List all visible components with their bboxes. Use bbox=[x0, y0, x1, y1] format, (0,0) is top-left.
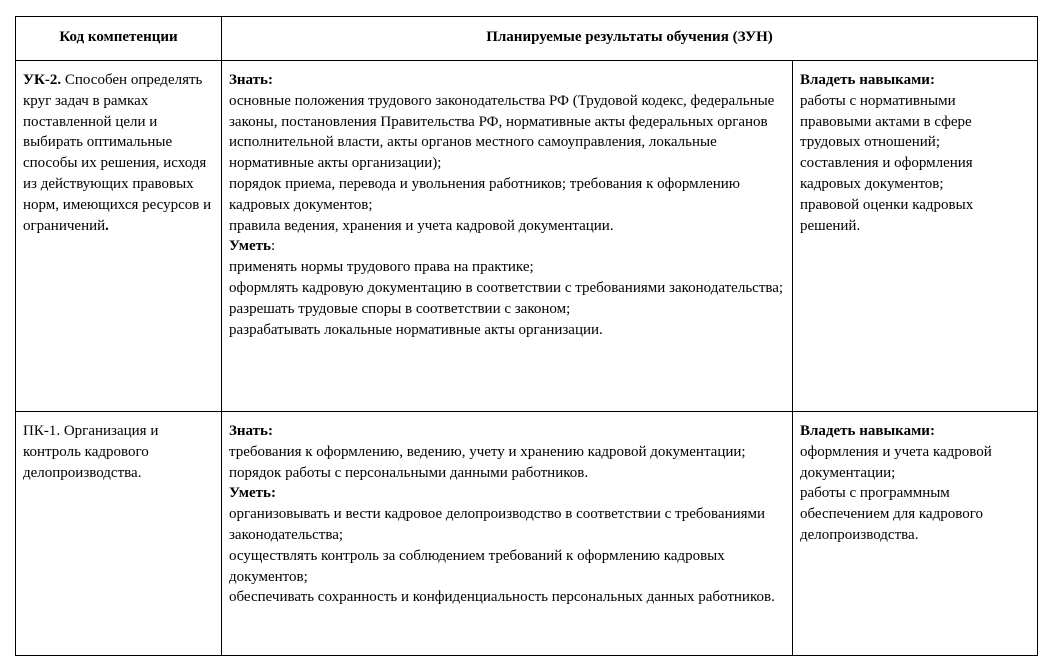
know-heading: Знать: bbox=[229, 72, 273, 88]
table-row bbox=[16, 412, 1038, 656]
know-item: требования к оформлению, ведению, учету и хранению кадровой документации; bbox=[229, 443, 746, 460]
can-item: осуществлять контроль за соблюдением требований к оформлению кадровых документов; bbox=[229, 547, 725, 585]
knowledge-cell bbox=[222, 61, 793, 412]
competence-text: Организация и контроль кадрового делопроизводства. bbox=[23, 423, 159, 481]
can-item: применять нормы трудового права на практике; bbox=[229, 259, 534, 276]
can-heading: Уметь bbox=[229, 238, 271, 255]
skill-item: составления и оформления кадровых документов; bbox=[800, 155, 973, 192]
skills-cell bbox=[793, 412, 1038, 656]
skill-item: правовой оценки кадровых решений. bbox=[800, 196, 974, 234]
know-item: порядок работы с персональными данными работников. bbox=[229, 464, 589, 481]
table-header-row bbox=[16, 17, 1038, 61]
competence-table bbox=[15, 16, 1038, 656]
can-item: оформлять кадровую документацию в соответствии с требованиями законодательства; bbox=[229, 279, 784, 296]
can-item: организовывать и вести кадровое делопроизводство в соответствии с требованиями законодательства; bbox=[229, 506, 766, 543]
can-item: разрешать трудовые споры в соответствии с законом; bbox=[229, 300, 571, 317]
can-heading-colon: : bbox=[270, 238, 276, 255]
know-item: порядок приема, перевода и увольнения работников; требования к оформлению кадровых документов; bbox=[229, 175, 740, 213]
can-heading-line bbox=[229, 236, 785, 257]
header-results: Планируемые результаты обучения (ЗУН) bbox=[222, 17, 1038, 61]
can-item: обеспечивать сохранность и конфиденциальность персональных данных работников. bbox=[229, 589, 775, 606]
can-item: разрабатывать локальные нормативные акты организации. bbox=[229, 321, 603, 338]
knowledge-cell bbox=[222, 412, 793, 656]
skill-heading: Владеть навыками: bbox=[800, 72, 935, 88]
competence-text-end: . bbox=[105, 217, 109, 234]
competence-description bbox=[23, 421, 214, 483]
skill-heading: Владеть навыками: bbox=[800, 423, 935, 439]
know-item: правила ведения, хранения и учета кадровой документации. bbox=[229, 217, 614, 234]
competence-description bbox=[23, 70, 214, 236]
can-heading: Уметь: bbox=[229, 485, 276, 502]
skill-item: работы с нормативными правовыми актами в сфере трудовых отношений; bbox=[800, 92, 972, 151]
competence-id: УК-2. bbox=[23, 72, 62, 88]
table-row bbox=[16, 61, 1038, 412]
competence-code-cell bbox=[16, 61, 222, 412]
skill-item: работы с программным обеспечением для кадрового делопроизводства. bbox=[800, 485, 983, 543]
competence-text: Способен определять круг задач в рамках поставленной цели и выбирать оптимальные способы их решения, исходя из действующих правовых норм, имеющихся ресурсов и ограничений bbox=[23, 72, 212, 234]
skill-item: оформления и учета кадровой документации; bbox=[800, 443, 992, 481]
competence-id: ПК-1. bbox=[23, 423, 61, 439]
know-heading: Знать: bbox=[229, 423, 273, 439]
header-code: Код компетенции bbox=[16, 17, 222, 61]
skills-cell bbox=[793, 61, 1038, 412]
know-item: основные положения трудового законодательства РФ (Трудовой кодекс, федеральные законы, постановления Правительства РФ, нормативные акты федеральных органов исполнительной власти, акты органов местного самоуправления, локальные нормативные акты организации); bbox=[229, 92, 775, 172]
competence-code-cell bbox=[16, 412, 222, 656]
